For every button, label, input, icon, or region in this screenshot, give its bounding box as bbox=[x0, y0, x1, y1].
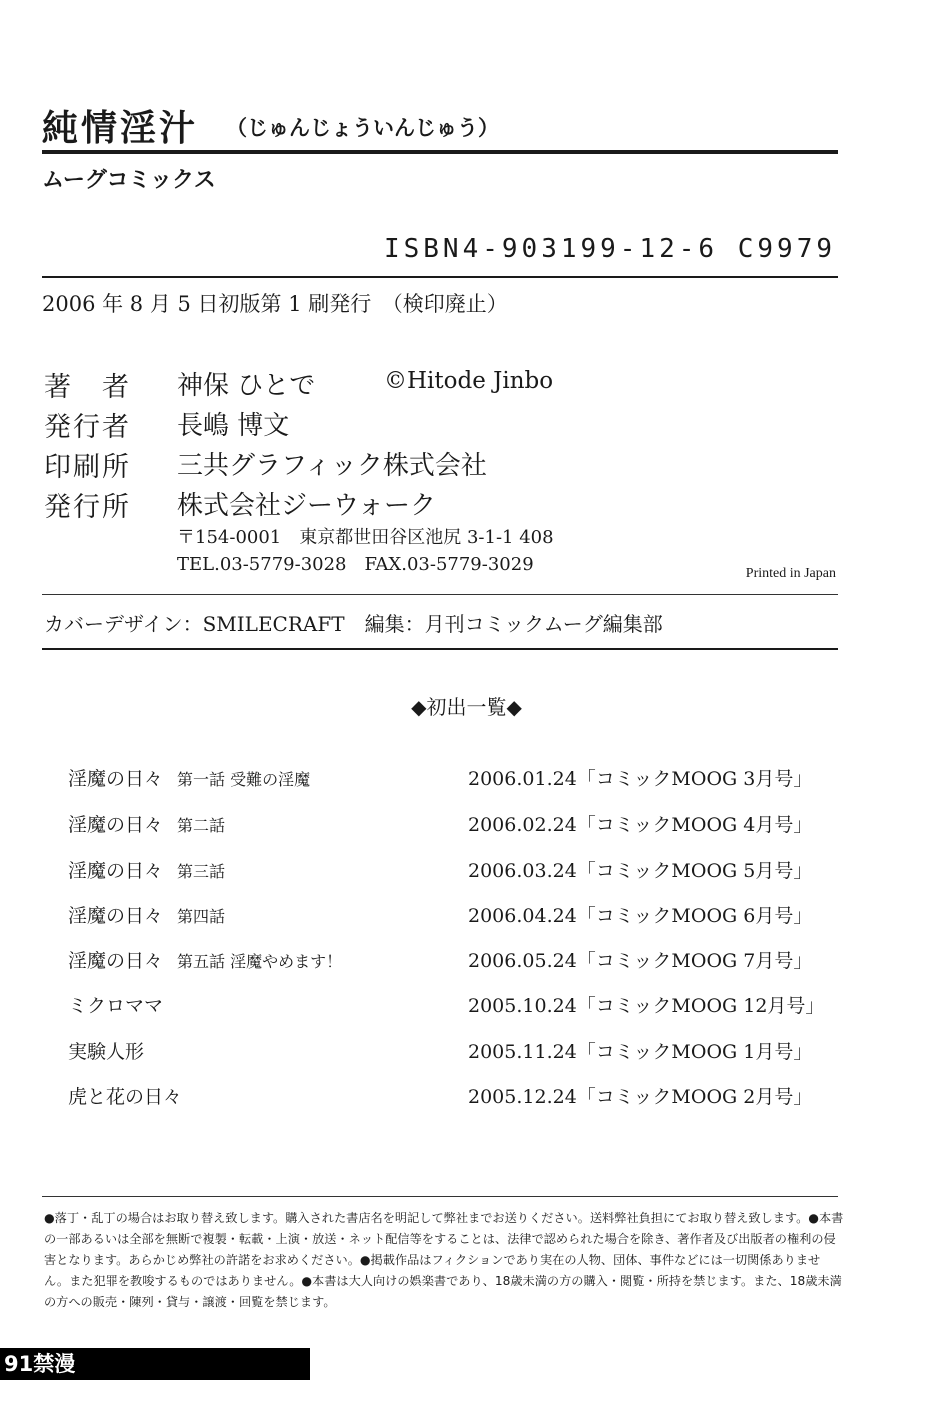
work-magazine: 「コミックMOOG 4月号」 bbox=[576, 814, 813, 836]
work-magazine: 「コミックMOOG 2月号」 bbox=[576, 1086, 813, 1108]
work-date: 2006.02.24 bbox=[468, 814, 577, 836]
work-date: 2006.04.24 bbox=[468, 905, 577, 927]
legal-notice: ●落丁・乱丁の場合はお取り替え致します。購入された書店名を明記して弊社までお送りください。送料弊社負担にてお取り替え致します。●本書の一部あるいは全部を無断で複製・転載・上演・放送・ネット配信等をすることは、法律で認められた場合を除き、著作者及び出版者の権利の侵害となります。あらかじめ弊社の許諾をお求めください。●掲載作品はフィクションであり実在の人物、団体、事件などには一切関係ありません。また犯罪を教唆するものではありません。●本書は大人向けの娯楽書であり、18歳未満の方の購入・閲覧・所持を禁じます。また、18歳未満の方への販売・陳列・貸与・譲渡・回覧を禁じます。 bbox=[44, 1211, 844, 1309]
work-date: 2005.10.24 bbox=[468, 995, 577, 1017]
isbn: ISBN4-903199-12-6 C9979 bbox=[383, 234, 836, 264]
work-date: 2006.05.24 bbox=[468, 950, 577, 972]
credits-rule-top bbox=[42, 594, 838, 595]
list-item bbox=[68, 1082, 828, 1112]
list-item bbox=[68, 946, 828, 976]
author-name: 神保 ひとで bbox=[177, 371, 316, 401]
issuer-name: 株式会社ジーウォーク bbox=[177, 491, 436, 521]
imprint-label: ムーグコミックス bbox=[42, 168, 216, 193]
work-date: 2006.03.24 bbox=[468, 860, 577, 882]
list-item bbox=[68, 810, 828, 840]
copyright: ©Hitode Jinbo bbox=[384, 368, 554, 394]
work-episode: 第二話 bbox=[177, 816, 226, 835]
header-rule bbox=[42, 150, 838, 154]
list-item bbox=[68, 1037, 828, 1067]
work-name: 淫魔の日々 bbox=[68, 950, 164, 972]
list-item bbox=[68, 856, 828, 886]
publisher-name: 長嶋 博文 bbox=[177, 411, 290, 441]
title-reading: （じゅんじょういんじゅう） bbox=[226, 115, 499, 140]
publisher-role: 発行者 bbox=[44, 412, 131, 443]
work-magazine: 「コミックMOOG 7月号」 bbox=[576, 950, 813, 972]
work-name: 淫魔の日々 bbox=[68, 814, 164, 836]
author-role: 著 者 bbox=[44, 372, 131, 403]
list-item bbox=[68, 991, 828, 1021]
work-magazine: 「コミックMOOG 12月号」 bbox=[576, 995, 825, 1017]
work-magazine: 「コミックMOOG 3月号」 bbox=[576, 768, 813, 790]
printer-role: 印刷所 bbox=[44, 452, 131, 483]
work-name: 実験人形 bbox=[68, 1041, 145, 1063]
book-title: 純情淫汁 bbox=[42, 107, 199, 149]
work-episode: 第三話 bbox=[177, 862, 226, 881]
printer-name: 三共グラフィック株式会社 bbox=[177, 451, 487, 481]
work-date: 2005.11.24 bbox=[468, 1041, 577, 1063]
work-date: 2005.12.24 bbox=[468, 1086, 577, 1108]
work-episode: 第四話 bbox=[177, 907, 226, 926]
isbn-rule bbox=[42, 276, 838, 278]
credits-rule-bottom bbox=[42, 648, 838, 650]
work-magazine: 「コミックMOOG 1月号」 bbox=[576, 1041, 813, 1063]
work-name: 淫魔の日々 bbox=[68, 768, 164, 790]
address: 〒154-0001 東京都世田谷区池尻 3-1-1 408 bbox=[177, 527, 554, 548]
notice-rule bbox=[42, 1196, 838, 1197]
list-item bbox=[68, 901, 828, 931]
phone-fax: TEL.03-5779-3028 FAX.03-5779-3029 bbox=[177, 554, 534, 575]
work-name: 淫魔の日々 bbox=[68, 905, 164, 927]
work-name: ミクロママ bbox=[68, 995, 164, 1017]
work-name: 虎と花の日々 bbox=[68, 1086, 183, 1108]
issuer-role: 発行所 bbox=[44, 492, 131, 523]
site-watermark: 91禁漫_www.91jinman.com bbox=[0, 1348, 310, 1380]
publication-date: 2006 年 8 月 5 日初版第 1 刷発行 （検印廃止） bbox=[42, 292, 508, 316]
work-episode: 第一話 受難の淫魔 bbox=[177, 770, 311, 789]
work-date: 2006.01.24 bbox=[468, 768, 577, 790]
printed-in: Printed in Japan bbox=[745, 566, 836, 581]
design-editing-credits: カバーデザイン：SMILECRAFT 編集：月刊コミックムーグ編集部 bbox=[44, 612, 663, 636]
work-episode: 第五話 淫魔やめます！ bbox=[177, 952, 343, 971]
work-magazine: 「コミックMOOG 6月号」 bbox=[576, 905, 813, 927]
list-item bbox=[68, 764, 828, 794]
first-appearance-title: ◆初出一覧◆ bbox=[411, 695, 522, 719]
work-name: 淫魔の日々 bbox=[68, 860, 164, 882]
work-magazine: 「コミックMOOG 5月号」 bbox=[576, 860, 813, 882]
